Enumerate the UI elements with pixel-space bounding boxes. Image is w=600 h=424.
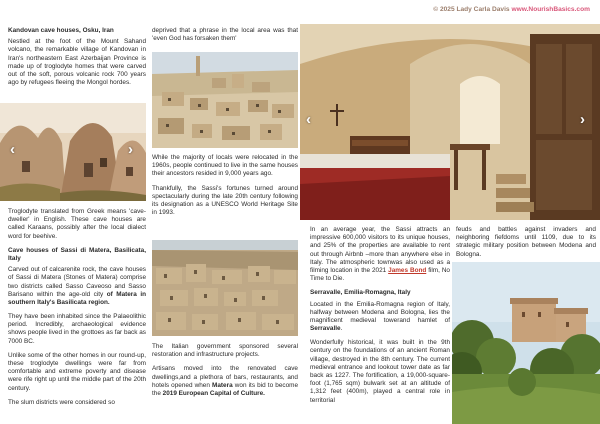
column-2-middle: [152, 154, 298, 223]
james-bond-link[interactable]: James Bond: [388, 266, 427, 274]
copyright-text: © 2025 Lady Carla Davis: [433, 6, 510, 13]
column-2: [152, 27, 298, 49]
kandovan-next-arrow[interactable]: ›: [128, 141, 133, 158]
paragraph: Artisans moved into the renovated cave dwellings,and a plethora of bars, restaurants, and hotels opened when Matera won its bid to become the 2019 European Capital of Culture.: [152, 365, 298, 397]
kandovan-prev-arrow[interactable]: ‹: [10, 141, 15, 158]
paragraph: The Italian government sponsored several restoration and infrastructure projects.: [152, 343, 298, 359]
paragraph: feuds and battles against invaders and neighboring fiefdoms until 1109, due to its strategic military position between Modena and Bologna.: [456, 226, 596, 258]
paragraph: Unlike some of the other homes in our round-up, these troglodyte dwellings were far from comfortable and extreme poverty and disease were rife right up until the middle part of the 20th century.: [8, 351, 146, 392]
column-3: [310, 226, 450, 411]
paragraph: deprived that a phrase in the local area was that 'even God has forsaken them': [152, 27, 298, 43]
site-link[interactable]: www.NourishBasics.com: [511, 6, 590, 13]
paragraph: Nestled at the foot of the Mount Sahand volcano, the remarkable village of Kandovan in Iran's northeastern East Azerbaijan Province is made up of troglodyte homes that were carved out of the soft, porous volcanic rock 700 years ago by refugees fleeing the Mongol hordes.: [8, 38, 146, 87]
heading-matera: Cave houses of Sassi di Matera, Basilicata, Italy: [8, 246, 146, 262]
kandovan-image: [0, 103, 146, 201]
matera-image-2: [152, 240, 298, 336]
column-1-continued: [8, 208, 146, 413]
paragraph: Wonderfully historical, it was built in the 9th century on the foundations of an ancient Roman village, destroyed in the 8th century. The current medieval entrance and lookout tower date as far back as 1227. The fortification, a 19,000-square-foot (1,765 sqm) bulwark set at an altitude of 1,312 feet (400m), played a central role in territorial: [310, 339, 450, 404]
paragraph: While the majority of locals were relocated in the 1960s, people continued to live in the same houses their ancestors resided in 9,000 years ago.: [152, 154, 298, 178]
paragraph: The slum districts were considered so: [8, 398, 115, 406]
paragraph: In an average year, the Sassi attracts an impressive 600,000 visitors to its unique houses, and 25% of the properties are available to rent out through Airbnb –more than anywhere else in Italy. The atmospheric townwas also used as a filming location in the 2021 James Bond film, No Time to Die.: [310, 226, 450, 283]
heading-kandovan: Kandovan cave houses, Osku, Iran: [8, 27, 114, 34]
column-4: [456, 226, 596, 265]
sassi-interior-image: [300, 24, 600, 220]
paragraph: Located in the Emilia-Romagna region of Italy, halfway between Modena and Bologna, lies the magnificent medieval towerand hamlet of Serravalle.: [310, 300, 450, 333]
matera-image-1: [152, 52, 298, 148]
interior-prev-arrow[interactable]: ‹: [306, 111, 311, 128]
page-header: [433, 6, 590, 13]
paragraph: Troglodyte translated from Greek means 'cave-dweller' in English. These cave houses are called Karaans, possibly after the local dialect word for beehive.: [8, 208, 146, 240]
column-1: [8, 27, 146, 93]
paragraph: They have been inhabited since the Palaeolithic period. Incredibly, archaeological evidence shows people lived in the grottoes as far back as 7000 BC.: [8, 313, 146, 345]
column-2-bottom: [152, 343, 298, 404]
paragraph: Carved out of calcarenite rock, the cave houses of Sassi di Matera (Stones of Matera) comprise two districts called Sasso Caveoso and Sasso Barisano within the age-old city of Matera in southern Italy's Basilicata region.: [8, 266, 146, 306]
paragraph: Thankfully, the Sassi's fortunes turned around spectacularly during the late 20th century following its designation as a UNESCO World Heritage Site in 1993.: [152, 184, 298, 217]
serravalle-image: [452, 262, 600, 424]
heading-serravalle: Serravalle, Emilia-Romagna, Italy: [310, 289, 411, 297]
interior-next-arrow[interactable]: ›: [580, 111, 585, 128]
